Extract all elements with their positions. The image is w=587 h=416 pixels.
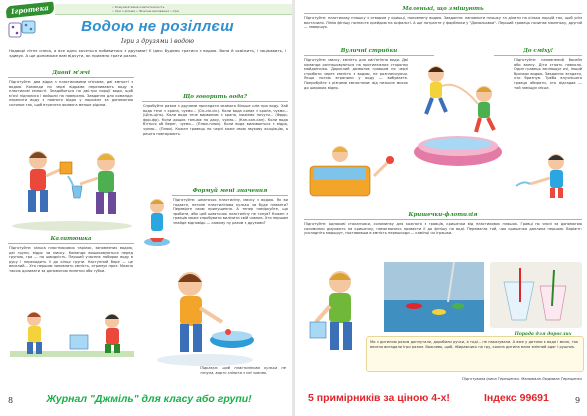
footer-promo: 5 примірників за ціною 4-х! <box>308 392 450 404</box>
page-number: 9 <box>575 396 581 405</box>
header-note-2: • Ігри з дітьми • Фізичне виховання • Ігри <box>112 9 180 13</box>
intro-text: Надворі літнє спека, а все одно хочеться побавитися з друзями! Є ідея: будемо гратися з водою. Вона й освіжить, і зацікавить, і здивує. А ще допоможе вам відчути, як приємно грати разом. <box>9 48 286 58</box>
children-buckets-illustration <box>8 140 136 232</box>
header-note-1: • Комунікативна компетентність <box>112 5 165 9</box>
page-number: 8 <box>8 396 14 405</box>
game7-text: Підготуйте: наповнений басейн або ванну. Діти стоять навколо. Один гравець заплющує очі, інший бризкає водою. Завдання: вгадати, хто бризнув. Треба влучнішого гравця обирати, хто відгадав — той заміщує місце. <box>514 58 582 90</box>
right-page <box>294 0 587 416</box>
game1-heading: Дивні м'ячі <box>52 70 90 76</box>
game1-text: Підготуйте: два відра з пластиковими м'ячами, дві ємності з водою. Команди по черзі відрами переливають воду в пластикові ємності. Знадобиться по дві-три порції води, щоб м'ячі піднялися і вийшли на поверхню. Завдання для команди: перелити воду з повного відра у порожнє за допомогою склянки так, щоб втратити якомога менше рідини. <box>9 80 133 107</box>
footer-index: Індекс 99691 <box>484 392 549 404</box>
divider <box>142 101 288 102</box>
left-page <box>0 0 293 416</box>
cup-race-illustration <box>10 305 134 363</box>
game8-heading: Кришечки-флотилія <box>408 212 478 218</box>
game3-text: Підготуйте: шматочок пластиліну, миску з водою. Як ви гадаєте, потоне пластилінова кулька чи буде плавати? Перевірте свою припущення. А тепер поміркуйте, що зробити, аби цей шматочок пластиліну не тонув? Кожен з гравців може спробувати виліпити свій човник. Хто першим знайде відповідь — самому ну разом з друзями? <box>173 198 288 225</box>
divider <box>304 13 582 14</box>
jumping-kids-illustration <box>406 56 510 176</box>
splash-kid-illustration <box>506 150 582 200</box>
game6-text: Підготуйте: миску, ємність для кип'ятіння води. Дві команди розташовуються на протилежних сторонах майданчика. Дорослий дозволяє гравцям по черзі стрибати через ємність з водою, не розплескуючи. Якщо ногою втрапили у воду — вибуваєте. Попробуйте з різними ємностями: від низьких мисок до широких відер. <box>304 58 408 90</box>
game8-text: Підготуйте: однакові стаканчики, соломинку для кожного з гравців, кришечки від пластикових пляшок. Гравці по черзі за допомогою соломинки дмухають на кришечку, намагаючись провести її до фінішу по воді. Перемагає той, чия кришечка доплила першою. Варіант: ускладніть маршрут, поставивши в ємність перешкоди — камінці чи іграшки. <box>304 222 582 236</box>
domino-icon <box>8 20 38 38</box>
tip-text: Ми з дитиною разом доплутали, доробили ручки, а тоді... не наказували. А вже у дитини є вода і мило, так весело вигадали ігри разом. Важливо, щоб, збираючись на гру, кожна дитина мала змінний одяг і рушник. <box>370 340 578 349</box>
game5-heading: Маленькі, що змішують <box>402 6 484 12</box>
game7-heading: До сміху! <box>522 48 554 54</box>
game6-heading: Вуличні стрибки <box>340 48 398 54</box>
child-basin-illustration <box>150 262 260 368</box>
game4-heading: Калитюшка <box>50 236 92 242</box>
page-title: Водою не розіллєш <box>81 18 234 35</box>
cups-straws-photo <box>490 262 582 328</box>
divider <box>8 243 134 244</box>
page-subtitle: Ігри з друзями і водою <box>121 38 194 45</box>
divider <box>8 77 134 78</box>
game4-text: Підготуйте: кілька пластмасових тарілок, заповнених водою, дві групи, відро чи миску. Команди вишиковуються перед групою, гра — на швидкість. Перший учасник набирає воду в руку і переходить її до кінця групи. Наступний бере — це веселий... Хто першим заповнить ємність, отримує приз. Можна також доливати за допомогою пипетки або губки. <box>9 246 133 273</box>
section-tag <box>6 2 55 19</box>
game3-heading: Формуй мені значення <box>192 188 268 194</box>
game5-text: Підготуйте: пластикову пляшку з отвором у кришці, наповнену водою. Завдання: наповнити пляшку та ділити на кілька порцій так, щоб усім вистачило. Лінію фінішу позначте крейдою на асфальті. А ще потрапте у фарбники у "Домальовки". Перший гравець починає маленьку, другий — завершує. <box>304 16 582 30</box>
water-caps-photo <box>384 262 484 332</box>
section-tag-label: Ігротека <box>10 3 50 16</box>
clay-boat-illustration <box>142 196 172 248</box>
credits: Підготувала Ірина Терещенко. Малювала Людмила Терещенко <box>461 377 582 381</box>
footer-promo: Журнал "Джміль" для класу або групи! <box>46 393 252 405</box>
caption-bottom: Підказка: щоб пластилінова кулька не тонула, варто зліпити з неї човник. <box>200 366 286 375</box>
kid-pool-illustration <box>304 142 404 202</box>
divider <box>172 195 288 196</box>
game2-text: Спробуйте разом з друзями пригадати якомога більше слів про воду. Хай вода тече з крана, чуємо... (Сік-сік-сік). Коли вода капає з крана, чуємо... (Цінь-цінь). Коли вода тече вирваною з крана, можемо почути... (Фррр-фрр-фр). Коли дощик танцює по даху, чуємо... (Кап-кап-кап). Коли вода б'ється об берег, чуємо... (Плюх-плюх). Коли вода виливається з відра, чуємо... (Плюх). Кожен гравець по черзі каже свою звукову асоціацію, а решта повторюють. <box>143 104 288 136</box>
game2-heading: Що говорить вода? <box>183 94 247 100</box>
divider <box>304 219 582 220</box>
tip-heading: Порада для дорослих <box>514 332 572 337</box>
